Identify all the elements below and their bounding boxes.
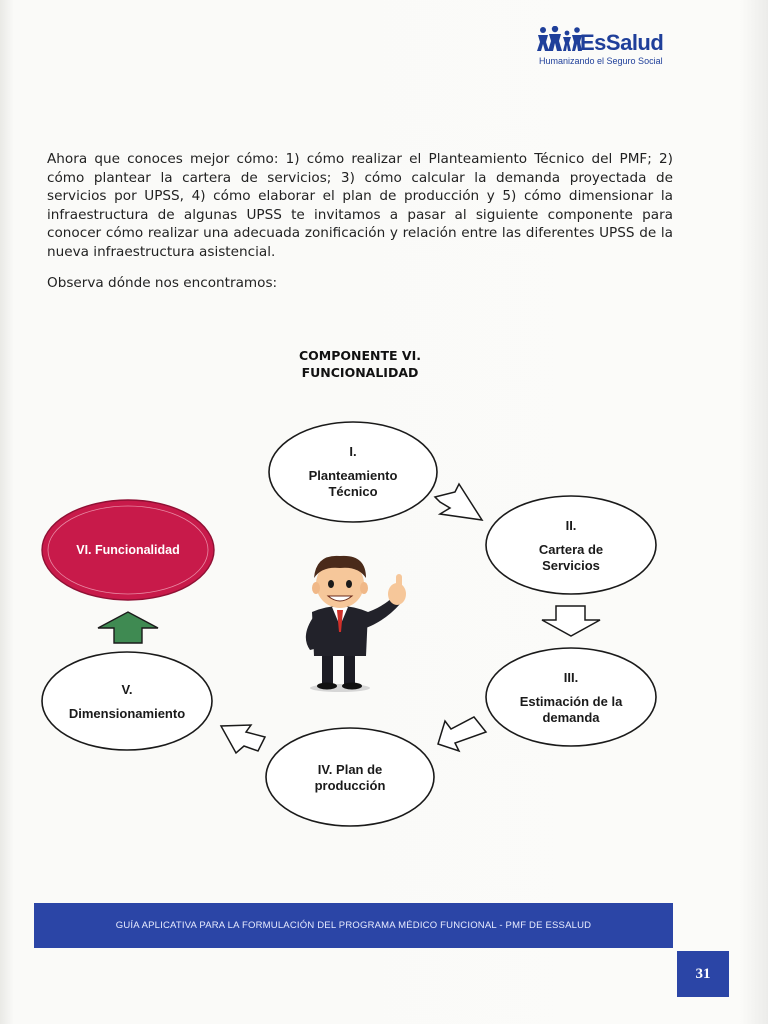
node-plan-produccion: IV. Plan de producción	[314, 762, 386, 793]
essalud-logo	[536, 22, 686, 72]
intro-paragraph: Ahora que conoces mejor cómo: 1) cómo realizar el Planteamiento Técnico del PMF; 2) cómo plantear la cartera de servicios; 3) cómo calcular la demanda proyectada de servicios por UPSS, 4) cómo elaborar el plan de producción y 5) cómo dimensionar la infraestructura de algunas UPSS te invitamos a pasar al siguiente componente para conocer cómo realizar una adecuada zonificación y relación entre las diferentes UPSS de la nueva infraestructura asistencial.	[47, 151, 673, 260]
component-title-line2: FUNCIONALIDAD	[301, 365, 419, 380]
page-number-box	[677, 951, 729, 997]
arrow-v-to-vi	[98, 612, 158, 643]
node-planteamiento-tecnico: I. Planteamiento Técnico	[308, 444, 398, 499]
businessman-illustration	[306, 556, 406, 692]
component-title-line1: COMPONENTE VI.	[299, 348, 421, 363]
brand-tagline: Humanizando el Seguro Social	[539, 56, 663, 66]
family-figures-icon	[536, 26, 582, 52]
node-estimacion-demanda: III. Estimación de la demanda	[519, 670, 623, 725]
footer-guide-title: GUÍA APLICATIVA PARA LA FORMULACIÓN DEL PROGRAMA MÉDICO FUNCIONAL - PMF DE ESSALUD	[115, 920, 592, 931]
arrow-ii-to-iii	[542, 606, 600, 636]
page-number: 31	[695, 965, 711, 982]
process-diagram	[0, 400, 768, 840]
component-title	[260, 347, 460, 381]
node-cartera-servicios: II. Cartera de Servicios	[538, 518, 604, 573]
node-funcionalidad-active: VI. Funcionalidad	[76, 543, 180, 557]
observe-text: Observa dónde nos encontramos:	[47, 275, 278, 291]
brand-name: EsSalud	[580, 30, 664, 55]
arrow-i-to-ii	[435, 484, 482, 520]
arrow-iv-to-v	[221, 725, 265, 753]
footer-bar	[34, 903, 673, 948]
arrow-iii-to-iv	[438, 717, 486, 751]
node-dimensionamiento: V. Dimensionamiento	[68, 682, 186, 721]
